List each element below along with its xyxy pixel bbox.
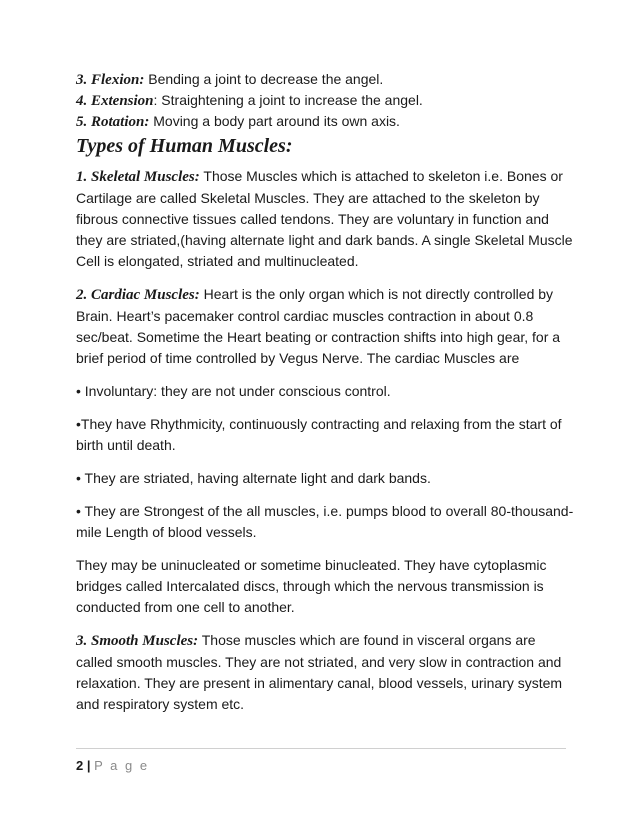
bullet-item: • Involuntary: they are not under conscious control. — [76, 383, 391, 399]
skeletal-paragraph — [76, 166, 576, 272]
flexion-line — [76, 69, 576, 90]
rotation-text: Moving a body part around its own axis. — [149, 113, 400, 129]
footer-separator: | — [83, 758, 95, 773]
flexion-label: 3. Flexion: — [76, 72, 145, 88]
bullet-item: •They have Rhythmicity, continuously contracting and relaxing from the start of birth until death. — [76, 416, 562, 453]
bullet-item: • They are striated, having alternate light and dark bands. — [76, 470, 431, 486]
section-heading: Types of Human Muscles: — [76, 135, 293, 157]
footer-rule — [76, 748, 566, 749]
page-number: 2 — [76, 758, 84, 773]
skeletal-label: 1. Skeletal Muscles: — [76, 169, 200, 185]
cardiac-label: 2. Cardiac Muscles: — [76, 287, 200, 303]
bullet-item: • They are Strongest of the all muscles, i.e. pumps blood to overall 80-thousand-mile Length of blood vessels. — [76, 503, 574, 540]
extension-text: : Straightening a joint to increase the angel. — [153, 92, 423, 108]
page-content — [76, 69, 576, 727]
cardiac-paragraph — [76, 284, 576, 369]
extension-line — [76, 90, 576, 111]
page-label: P a g e — [94, 758, 150, 773]
smooth-text: Those muscles which are found in visceral organs are called smooth muscles. They are not striated, and very slow in contraction and relaxation. They are present in alimentary canal, blood vessels, urinary system and respiratory system etc. — [76, 632, 563, 712]
rotation-label: 5. Rotation: — [76, 114, 150, 130]
smooth-paragraph — [76, 630, 576, 715]
flexion-text: Bending a joint to decrease the angel. — [144, 71, 384, 87]
extension-label: 4. Extension — [76, 93, 154, 109]
skeletal-text: Those Muscles which is attached to skeleton i.e. Bones or Cartilage are called Skeletal Muscles. They are attached to the skeleton by fibrous connective tissues called tendons. They are voluntary in function and they are striated,(having alternate light and dark bands. A single Skeletal Muscle Cell is elongated, striated and multinucleated. — [76, 168, 573, 269]
page-footer — [76, 758, 149, 773]
cardiac-text: Heart is the only organ which is not directly controlled by Brain. Heart’s pacemaker control cardiac muscles contraction in about 0.8 sec/beat. Sometime the Heart beating or contraction shifts into high gear, for a brief period of time controlled by Vegus Nerve. The cardiac Muscles are — [76, 286, 561, 366]
cardiac-extra-paragraph: They may be uninucleated or sometime binucleated. They have cytoplasmic bridges called Intercalated discs, through which the nervous transmission is conducted from one cell to another. — [76, 557, 547, 615]
rotation-line — [76, 111, 576, 132]
smooth-label: 3. Smooth Muscles: — [76, 633, 199, 649]
